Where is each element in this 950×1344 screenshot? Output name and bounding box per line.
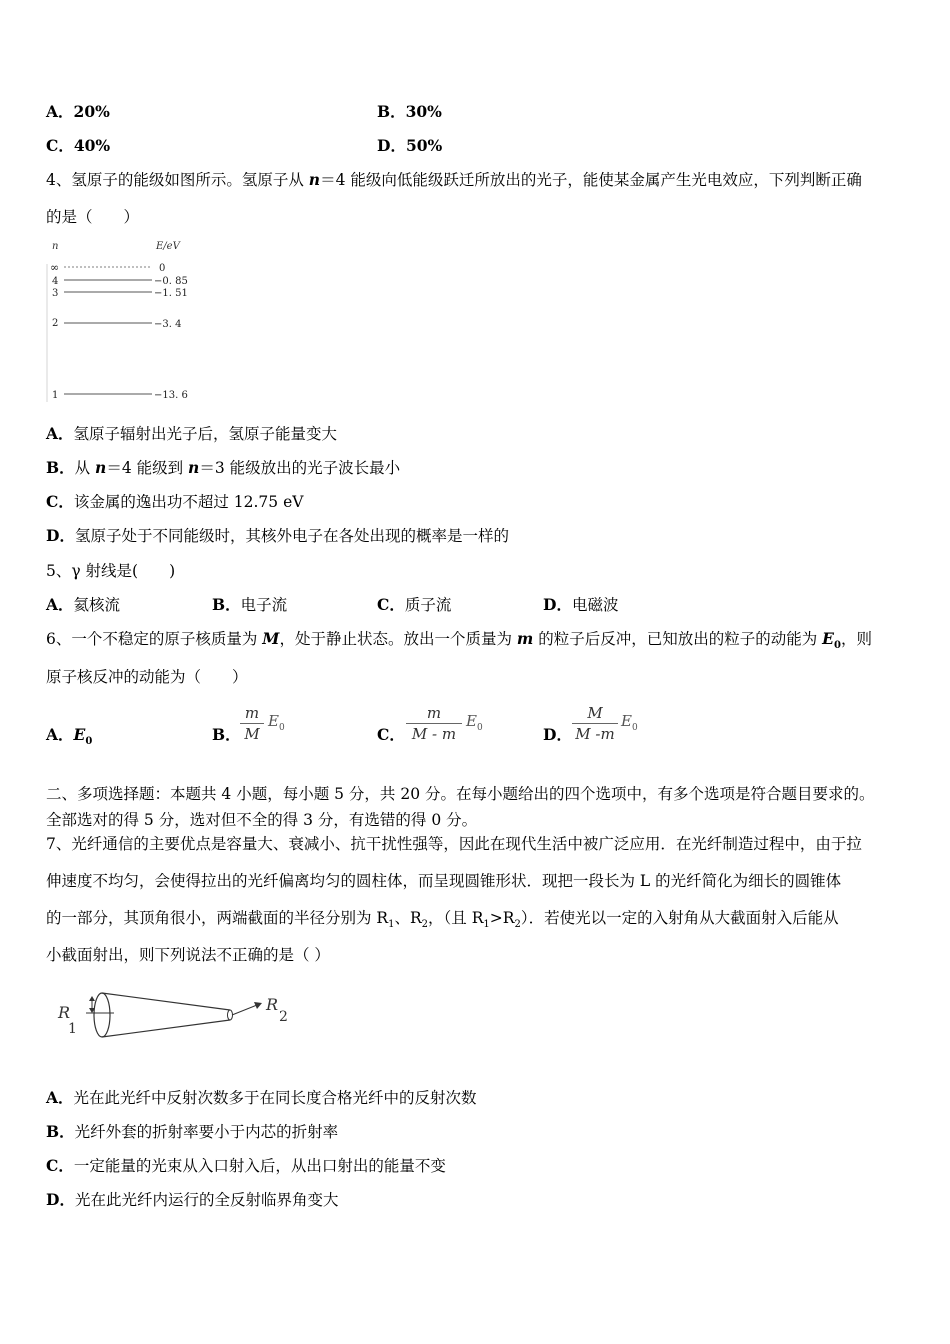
optical-fiber-cone-figure (52, 988, 302, 1046)
q4-option-a[interactable]: A．氢原子辐射出光子后，氢原子能量变大 (46, 424, 338, 443)
q3-option-b[interactable]: B．30% (377, 102, 442, 121)
level-4-n: 4 (52, 276, 59, 287)
q4-option-c[interactable]: C．该金属的逸出功不超过 12.75 eV (46, 492, 304, 511)
diagram-e-label: E/eV (156, 241, 180, 252)
q7-stem-line1: 7、光纤通信的主要优点是容量大、衰减小、抗干扰性强等，因此在现代生活中被广泛应用．在光纤制造过程中，由于拉 (46, 835, 862, 853)
q7-option-c[interactable]: C．一定能量的光束从入口射入后，从出口射出的能量不变 (46, 1156, 446, 1175)
r1-sub: 1 (68, 1021, 77, 1037)
q6-option-c[interactable]: C． (377, 725, 405, 744)
q7-stem-line4: 小截面射出，则下列说法不正确的是（ ） (46, 946, 330, 964)
q6-option-b-fraction: m M (240, 704, 264, 743)
q6-stem-line1: 6、一个不稳定的原子核质量为 M，处于静止状态。放出一个质量为 m 的粒子后反冲，已知放出的粒子的动能为 $E_0$，则 (46, 629, 872, 652)
section2-heading-line2: 全部选对的得 5 分，选对但不全的得 3 分，有选错的得 0 分。 (46, 811, 478, 829)
q7-stem-line2: 伸速度不均匀，会使得拉出的光纤偏离均匀的圆柱体，而呈现圆锥形状．现把一段长为 L 的光纤简化为细长的圆锥体 (46, 872, 842, 890)
q6-option-c-fraction: m M - m (406, 704, 462, 743)
q6-option-a[interactable]: A．$E_0$ (46, 725, 93, 748)
r1-label: R (58, 1003, 71, 1022)
q6-option-d-factor: $E_0$ (621, 712, 638, 733)
q3-option-a[interactable]: A．20% (46, 102, 110, 121)
q4-stem-line2: 的是（ ） (46, 208, 140, 226)
level-1-n: 1 (52, 390, 59, 401)
level-2-e: −3. 4 (154, 319, 182, 330)
q5-stem: 5、γ 射线是( ) (46, 562, 176, 580)
q3-option-c[interactable]: C．40% (46, 136, 111, 155)
q4-stem-line1: 4、氢原子的能级如图所示。氢原子从 n＝4 能级向低能级跃迁所放出的光子，能使某金属产生光电效应，下列判断正确 (46, 170, 862, 189)
level-inf-e: 0 (159, 263, 166, 274)
q6-option-b-factor: $E_0$ (268, 712, 285, 733)
level-inf-n: ∞ (50, 261, 60, 274)
r2-sub: 2 (279, 1009, 288, 1025)
energy-level-diagram (44, 234, 204, 404)
q5-option-b[interactable]: B．电子流 (212, 595, 288, 614)
q6-option-d[interactable]: D． (543, 725, 572, 744)
level-4-e: −0. 85 (154, 276, 188, 287)
q7-stem-line3: 的一部分，其顶角很小，两端截面的半径分别为 $R_1$、$R_2$，（且 $R_1>R_2$）．若使光以一定的入射角从大截面射入后能从 (46, 909, 839, 931)
q4-option-d[interactable]: D．氢原子处于不同能级时，其核外电子在各处出现的概率是一样的 (46, 526, 509, 545)
q5-option-c[interactable]: C．质子流 (377, 595, 452, 614)
diagram-n-label: n (52, 241, 59, 252)
level-2-n: 2 (52, 318, 59, 329)
q6-option-b[interactable]: B． (212, 725, 241, 744)
q7-option-d[interactable]: D．光在此光纤内运行的全反射临界角变大 (46, 1190, 339, 1209)
q6-option-c-factor: $E_0$ (466, 712, 483, 733)
q6-option-d-fraction: M M -m (572, 704, 618, 743)
q4-option-b[interactable]: B．从 n＝4 能级到 n＝3 能级放出的光子波长最小 (46, 458, 401, 477)
q7-option-b[interactable]: B．光纤外套的折射率要小于内芯的折射率 (46, 1122, 339, 1141)
q6-stem-line2: 原子核反冲的动能为（ ） (46, 668, 248, 686)
level-3-e: −1. 51 (154, 288, 188, 299)
q7-option-a[interactable]: A．光在此光纤中反射次数多于在同长度合格光纤中的反射次数 (46, 1088, 477, 1107)
level-1-e: −13. 6 (154, 390, 188, 401)
q3-option-d[interactable]: D．50% (377, 136, 443, 155)
level-3-n: 3 (52, 288, 59, 299)
r2-label: R (266, 995, 279, 1014)
q5-option-d[interactable]: D．电磁波 (543, 595, 619, 614)
section2-heading-line1: 二、多项选择题：本题共 4 小题，每小题 5 分，共 20 分。在每小题给出的四个选项中，有多个选项是符合题目要求的。 (46, 785, 875, 803)
q5-option-a[interactable]: A．氦核流 (46, 595, 121, 614)
